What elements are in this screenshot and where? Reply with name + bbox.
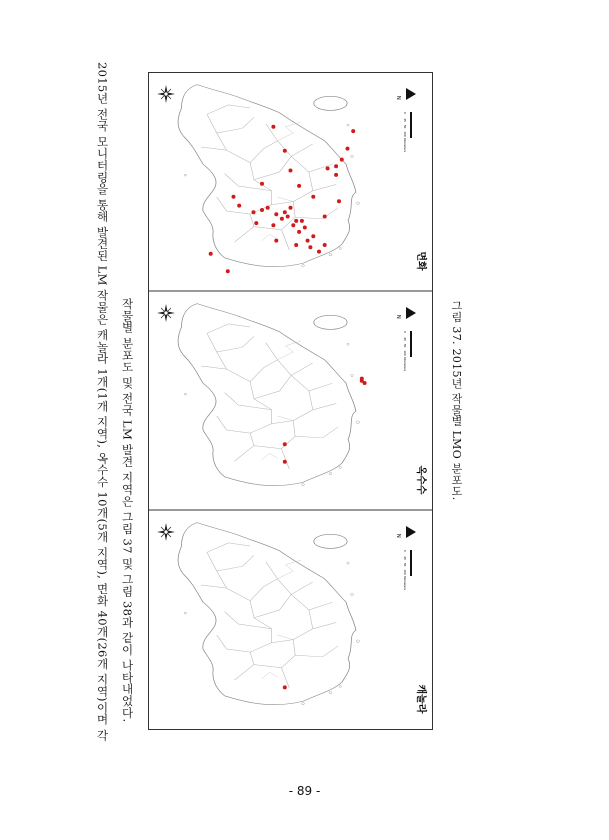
scale-label: 100 <box>403 569 407 575</box>
lm-detection-point <box>283 149 287 153</box>
scale-label: 50 <box>403 344 407 348</box>
lm-detection-point <box>311 195 315 199</box>
body-text-line-1: 2015년 전국 모니터링을 통해 발견된 LM 작물은 캐놀라 1개(1개 지역), 옥수수 10개(5개 지역), 면화 40개(26개 지역)이며 각 <box>95 62 110 742</box>
north-label: N <box>395 315 401 319</box>
panel-crop-label: 옥수수 <box>415 465 426 495</box>
lm-detection-point <box>337 199 341 203</box>
lm-detection-point <box>260 208 264 212</box>
scale-label: 25 <box>403 337 407 341</box>
lm-detection-point <box>283 460 287 464</box>
lm-detection-point <box>283 210 287 214</box>
lm-detection-point <box>346 147 350 151</box>
lm-detection-point <box>297 184 301 188</box>
lm-detection-point <box>252 210 256 214</box>
lm-detection-point <box>297 230 301 234</box>
lm-detection-point <box>226 269 230 273</box>
scale-label: 100 <box>403 131 407 137</box>
scale-label: 0 <box>403 112 407 114</box>
lm-detection-point <box>274 239 278 243</box>
panel-crop-label: 캐놀라 <box>415 684 426 714</box>
lm-detection-point <box>340 158 344 162</box>
lm-detection-point <box>271 125 275 129</box>
lm-detection-point <box>363 381 367 385</box>
lm-detection-point <box>323 215 327 219</box>
scale-label: 100 <box>403 350 407 356</box>
lm-detection-point <box>237 204 241 208</box>
scale-label: 0 <box>403 331 407 333</box>
page-number: - 89 - <box>288 784 321 798</box>
lm-detection-point <box>286 215 290 219</box>
lm-detection-point <box>311 234 315 238</box>
lm-detection-point <box>283 442 287 446</box>
lm-detection-point <box>289 206 293 210</box>
lm-detection-point <box>280 217 284 221</box>
scale-label: 50 <box>403 563 407 567</box>
lm-detection-point <box>326 166 330 170</box>
lm-detection-point <box>283 685 287 689</box>
lm-detection-point <box>334 173 338 177</box>
scale-label: 25 <box>403 118 407 122</box>
lm-detection-point <box>334 164 338 168</box>
lm-detection-point <box>351 129 355 133</box>
lm-detection-point <box>254 221 258 225</box>
lm-detection-point <box>308 245 312 249</box>
north-label: N <box>395 534 401 538</box>
body-text-line-2: 작물별 분포도 및 전국 LM 발견 지역은 그림 37 및 그림 38과 같이 나타내었다. <box>120 298 135 723</box>
scale-label: Kilometers <box>403 576 407 591</box>
lm-detection-point <box>271 223 275 227</box>
lm-detection-point <box>289 169 293 173</box>
lm-detection-point <box>291 223 295 227</box>
lm-detection-point <box>303 226 307 230</box>
lm-detection-point <box>232 195 236 199</box>
lm-detection-point <box>323 243 327 247</box>
lm-detection-point <box>274 212 278 216</box>
lm-detection-point <box>300 219 304 223</box>
lm-detection-point <box>266 206 270 210</box>
figure-lmo-distribution-maps <box>148 72 433 730</box>
lm-detection-point <box>294 243 298 247</box>
lm-detection-point <box>294 219 298 223</box>
lm-detection-point <box>317 250 321 254</box>
scale-label: 0 <box>403 550 407 552</box>
scale-label: Kilometers <box>403 138 407 153</box>
panel-crop-label: 면화 <box>415 251 426 271</box>
lm-detection-point <box>209 252 213 256</box>
scale-label: 25 <box>403 556 407 560</box>
lm-detection-point <box>260 182 264 186</box>
north-label: N <box>395 96 401 100</box>
scale-label: 50 <box>403 125 407 129</box>
scale-label: Kilometers <box>403 357 407 372</box>
figure-caption: 그림 37. 2015년 작물별 LMO 분포도. <box>450 300 463 501</box>
lm-detection-point <box>306 239 310 243</box>
